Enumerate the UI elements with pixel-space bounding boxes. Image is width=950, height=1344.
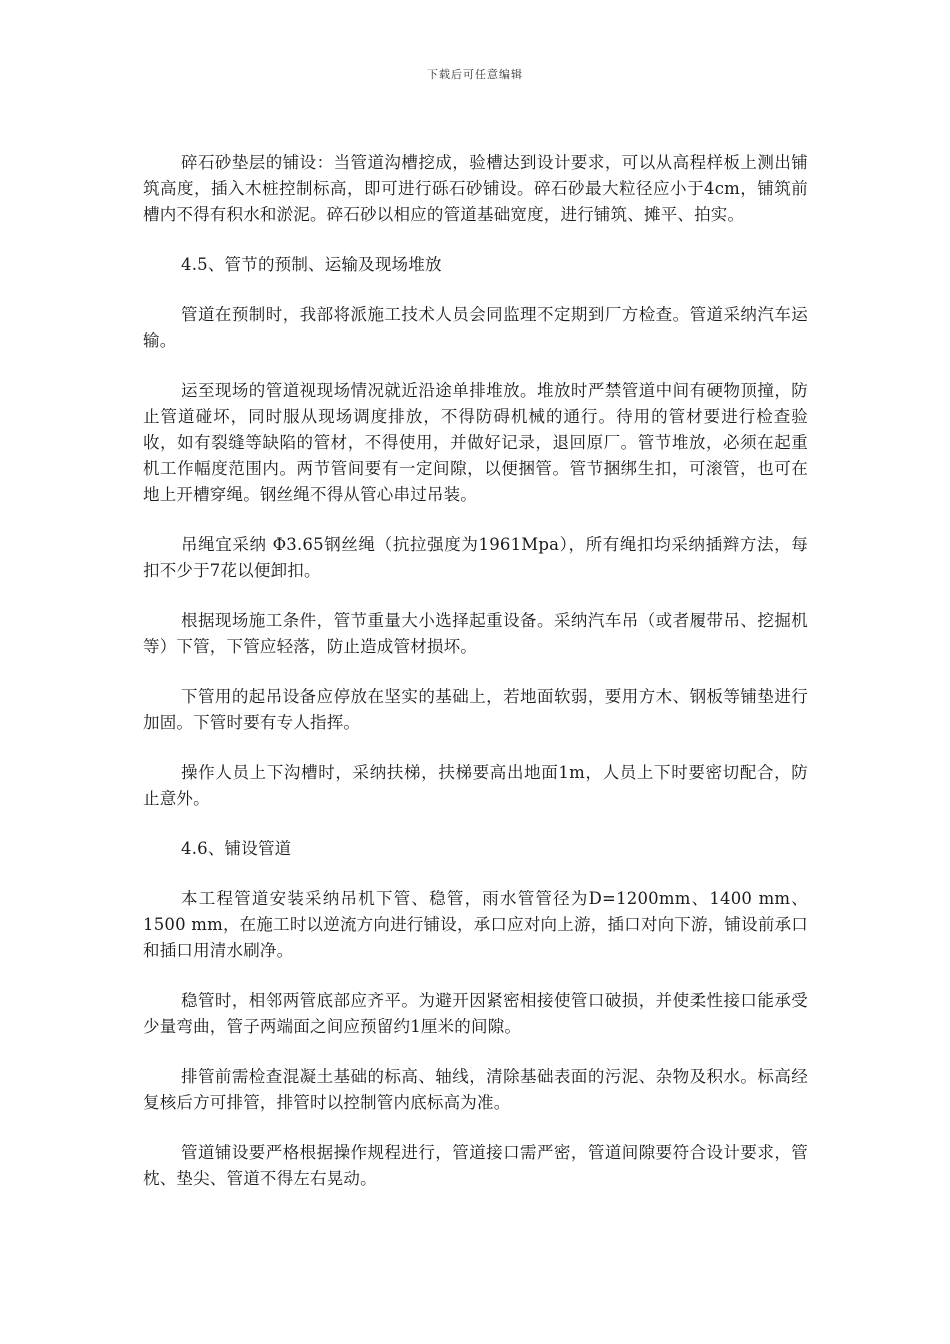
page-header: 下载后可任意编辑 xyxy=(427,68,523,81)
paragraph-lifting-equipment: 根据现场施工条件，管节重量大小选择起重设备。采纳汽车吊（或者履带吊、挖掘机等）下管，下管应轻落，防止造成管材损坏。 xyxy=(143,611,808,656)
paragraph-ladder-safety: 操作人员上下沟槽时，采纳扶梯，扶梯要高出地面1m，人员上下时要密切配合，防止意外。 xyxy=(143,763,808,808)
paragraph-prefabrication: 管道在预制时，我部将派施工技术人员会同监理不定期到厂方检查。管道采纳汽车运输。 xyxy=(143,305,808,350)
paragraph-foundation-check: 排管前需检查混凝土基础的标高、轴线，清除基础表面的污泥、杂物及积水。标高经复核后方可排管，排管时以控制管内底标高为准。 xyxy=(143,1067,808,1112)
paragraph-operating-rules: 管道铺设要严格根据操作规程进行，管道接口需严密，管道间隙要符合设计要求，管枕、垫尖、管道不得左右晃动。 xyxy=(143,1143,808,1188)
document-body xyxy=(143,150,808,1216)
paragraph-pipe-laying: 本工程管道安装采纳吊机下管、稳管，雨水管管径为D=1200mm、1400 mm、1500 mm，在施工时以逆流方向进行铺设，承口应对向上游，插口对向下游，铺设前承口和插口用清水刷净。 xyxy=(143,889,808,960)
paragraph-crane-foundation: 下管用的起吊设备应停放在坚实的基础上，若地面软弱，要用方木、钢板等铺垫进行加固。下管时要有专人指挥。 xyxy=(143,687,808,732)
section-heading-4-6: 4.6、铺设管道 xyxy=(181,839,292,858)
section-heading-4-5: 4.5、管节的预制、运输及现场堆放 xyxy=(181,255,442,274)
paragraph-pipe-stabilizing: 稳管时，相邻两管底部应齐平。为避开因紧密相接使管口破损，并使柔性接口能承受少量弯曲，管子两端面之间应预留约1厘米的间隙。 xyxy=(143,991,808,1036)
paragraph-lifting-rope: 吊绳宜采纳 Φ3.65钢丝绳（抗拉强度为1961Mpa），所有绳扣均采纳插辫方法，每扣不少于7花以便卸扣。 xyxy=(143,535,808,580)
paragraph-site-stacking: 运至现场的管道视现场情况就近沿途单排堆放。堆放时严禁管道中间有硬物顶撞，防止管道碰坏，同时服从现场调度排放，不得防碍机械的通行。待用的管材要进行检查验收，如有裂缝等缺陷的管材，不得使用，并做好记录，退回原厂。管节堆放，必须在起重机工作幅度范围内。两节管间要有一定间隙，以便捆管。管节捆绑生扣，可滚管，也可在地上开槽穿绳。钢丝绳不得从管心串过吊装。 xyxy=(143,381,808,504)
paragraph-gravel-bedding: 碎石砂垫层的铺设：当管道沟槽挖成，验槽达到设计要求，可以从高程样板上测出铺筑高度，插入木桩控制标高，即可进行砾石砂铺设。碎石砂最大粒径应小于4cm，铺筑前槽内不得有积水和淤泥。碎石砂以相应的管道基础宽度，进行铺筑、摊平、拍实。 xyxy=(143,153,808,224)
